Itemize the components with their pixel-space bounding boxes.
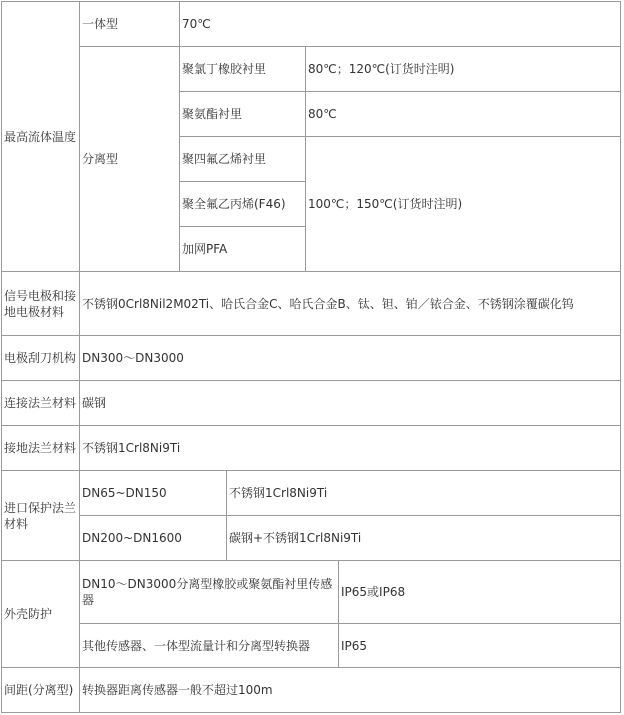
polyurethane-value-cell [305,91,621,137]
enclosure-desc-1 [79,560,339,624]
flange-material-label-text: 连接法兰材料 [4,396,77,410]
integrated-type-cell [79,1,180,47]
max-temp-label-text: 最高流体温度 [4,129,77,144]
polyurethane-liner-cell [179,91,306,137]
scraper-label-text: 电极刮刀机构 [4,351,77,365]
flange-material-value-text: 碳钢 [82,396,107,410]
f46-liner-text: 聚全氟乙丙烯(F46) [182,197,286,211]
inlet-flange-label-text: 进口保护法兰材料 [4,500,77,531]
electrode-material-value [79,271,621,336]
ground-flange-value-text: 不锈钢1Crl8Ni9Ti [82,441,181,455]
distance-label-text: 间距(分离型) [4,683,74,697]
neoprene-liner-text: 聚氯丁橡胶衬里 [182,62,267,76]
integrated-value-text: 70℃ [182,17,211,31]
electrode-material-value-text: 不锈钢0Crl8Nil2M02Ti、哈氏合金C、哈氏合金B、钛、钽、铂／铱合金、不锈钢涂覆碳化钨 [82,296,574,311]
scraper-value-text: DN300～DN3000 [82,351,184,365]
neoprene-value-cell [305,46,621,92]
neoprene-liner-cell [179,46,306,92]
flange-material-value [79,380,621,426]
inlet-flange-size-2 [79,515,227,561]
inlet-flange-size-2-text: DN200~DN1600 [82,531,182,545]
pfa-liner-text: 加网PFA [182,242,228,256]
electrode-material-label [1,271,80,336]
enclosure-value-2-text: IP65 [341,638,368,653]
ptfe-liner-cell [179,136,306,182]
flange-material-label [1,380,80,426]
polyurethane-liner-text: 聚氨酯衬里 [182,107,243,121]
enclosure-value-2 [338,623,621,668]
ground-flange-label [1,425,80,471]
max-temp-label [1,1,80,272]
inlet-flange-value-2 [226,515,621,561]
inlet-flange-size-1 [79,470,227,516]
neoprene-value-text: 80℃；120℃(订货时注明) [308,62,455,76]
pfa-liner-cell [179,226,306,272]
electrode-material-label-text: 信号电极和接地电极材料 [4,288,77,319]
enclosure-desc-2 [79,623,339,668]
inlet-flange-value-1 [226,470,621,516]
enclosure-label [1,560,80,668]
separated-type-text: 分离型 [82,152,119,166]
polyurethane-value-text: 80℃ [308,107,337,121]
inlet-flange-value-2-text: 碳钢+不锈钢1Crl8Ni9Ti [229,531,362,545]
ptfe-group-value-cell [305,136,621,272]
scraper-label [1,335,80,381]
distance-label [1,667,80,713]
enclosure-value-1 [338,560,621,624]
enclosure-value-1-text: IP65或IP68 [341,585,406,599]
enclosure-label-text: 外壳防护 [4,607,53,621]
enclosure-desc-2-text: 其他传感器、一体型流量计和分离型转换器 [82,638,311,653]
ground-flange-label-text: 接地法兰材料 [4,441,77,455]
enclosure-desc-1-text: DN10～DN3000分离型橡胶或聚氨酯衬里传感器 [82,577,333,607]
scraper-value [79,335,621,381]
ptfe-group-value-text: 100℃；150℃(订货时注明) [308,197,463,211]
distance-value-text: 转换器距离传感器一般不超过100m [82,683,273,697]
separated-type-cell [79,46,180,272]
inlet-flange-value-1-text: 不锈钢1Crl8Ni9Ti [229,486,328,500]
integrated-value-cell [179,1,621,47]
integrated-type-text: 一体型 [82,17,119,31]
inlet-flange-label [1,470,80,561]
inlet-flange-size-1-text: DN65~DN150 [82,486,167,500]
ptfe-liner-text: 聚四氟乙烯衬里 [182,152,267,166]
distance-value [79,667,621,713]
f46-liner-cell [179,181,306,227]
ground-flange-value [79,425,621,471]
